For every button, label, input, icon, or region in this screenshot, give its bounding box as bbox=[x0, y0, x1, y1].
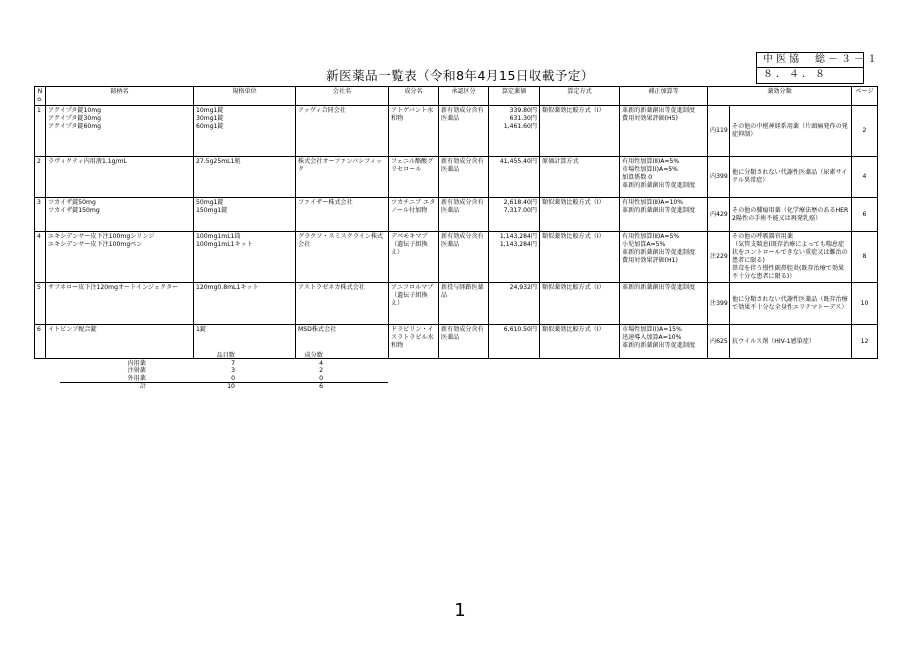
row-brand-name: サフネロー皮下注120mgオートインジェクター bbox=[46, 283, 194, 325]
table-row bbox=[35, 232, 878, 283]
row-price: 1,143,284円 1,143,284円 bbox=[489, 232, 540, 283]
row-category: 他に分類されない代謝性医薬品（既存治療で効果不十分な全身性エリテマトーデス） bbox=[730, 283, 852, 325]
row-method: 類似薬効比較方式（Ⅰ） bbox=[540, 106, 620, 157]
row-addition: 有用性加算(Ⅱ)A=5% 小児加算A=5% 革新的新薬創出等促進制度 費用対効果評価(H1) bbox=[620, 232, 708, 283]
row-page: 6 bbox=[852, 198, 878, 232]
row-unit: 120mg0.8mL1キット bbox=[194, 283, 296, 325]
row-addition: 有用性加算(Ⅱ)A=10% 革新的新薬創出等促進制度 bbox=[620, 198, 708, 232]
row-approval: 新有効成分含有医薬品 bbox=[439, 325, 489, 359]
row-price: 6,610.50円 bbox=[489, 325, 540, 359]
summary-total-row bbox=[60, 382, 388, 391]
summary-label: 内用薬 bbox=[127, 359, 146, 367]
row-price: 339.80円 631.30円 1,461.60円 bbox=[489, 106, 540, 157]
row-category: その他の呼吸器官用薬 （気管支喘息(既存治療によっても喘息症状をコントロールできない重症又は難治の患者に限る) 鼻茸を伴う慢性副鼻腔炎(既存治療で効果不十分な患者に限る)） bbox=[730, 232, 852, 283]
row-unit: 1錠 bbox=[194, 325, 296, 359]
row-no: 4 bbox=[35, 232, 46, 283]
row-page: 2 bbox=[852, 106, 878, 157]
row-unit: 100mg1mL1筒 100mg1mL1キット bbox=[194, 232, 296, 283]
page-number: 1 bbox=[454, 600, 466, 621]
page-title: 新医薬品一覧表（令和8年4月15日収載予定） bbox=[326, 68, 594, 83]
row-approval: 新有効成分含有医薬品 bbox=[439, 198, 489, 232]
row-category: その他の腫瘍用薬（化学療法歴のあるHER2陽性の手術不能又は再発乳癌） bbox=[730, 198, 852, 232]
summary-items: 3 bbox=[231, 367, 235, 374]
table-row bbox=[35, 157, 878, 198]
row-method: 類似薬効比較方式（Ⅰ） bbox=[540, 325, 620, 359]
row-company: 株式会社オーファンパシフィック bbox=[296, 157, 389, 198]
row-no: 3 bbox=[35, 198, 46, 232]
col-header-price: 算定薬価 bbox=[489, 87, 540, 106]
summary-components: 2 bbox=[319, 367, 323, 374]
row-ingredient: ドラビリン・イスラトラビル水和物 bbox=[389, 325, 439, 359]
col-header-addition: 補正加算等 bbox=[620, 87, 708, 106]
row-addition: 有用性加算(Ⅱ)A=5% 市場性加算(Ⅰ)A=5% 加算係数 0 革新的新薬創出等促進制度 bbox=[620, 157, 708, 198]
row-ingredient: フェニル酪酸グリセロール bbox=[389, 157, 439, 198]
summary-label: 注射薬 bbox=[127, 367, 146, 374]
row-brand-name: イトビンゾ配合錠 bbox=[46, 325, 194, 359]
col-header-page: ページ bbox=[852, 87, 878, 106]
summary-header-components: 成分数 bbox=[304, 352, 323, 359]
summary-row bbox=[60, 375, 388, 383]
row-approval: 新有効成分含有医薬品 bbox=[439, 106, 489, 157]
row-page: 12 bbox=[852, 325, 878, 359]
summary-header-row bbox=[60, 352, 388, 360]
row-company: グラクソ・スミスクライン株式会社 bbox=[296, 232, 389, 283]
col-header-ingredient: 成分名 bbox=[389, 87, 439, 106]
row-approval: 新投与経路医薬品 bbox=[439, 283, 489, 325]
col-header-name: 銘柄名 bbox=[46, 87, 194, 106]
row-no: 1 bbox=[35, 106, 46, 157]
row-brand-name: ツカイザ錠50mg ツカイザ錠150mg bbox=[46, 198, 194, 232]
row-price: 24,932円 bbox=[489, 283, 540, 325]
row-addition: 革新的新薬創出等促進制度 費用対効果評価(H5) bbox=[620, 106, 708, 157]
row-price: 41,455.40円 bbox=[489, 157, 540, 198]
col-header-company: 会社名 bbox=[296, 87, 389, 106]
summary-total-label: 計 bbox=[139, 383, 146, 390]
summary-row bbox=[60, 367, 388, 375]
row-ingredient: アニフロルマブ（遺伝子組換え） bbox=[389, 283, 439, 325]
row-brand-name: エキシデンサー皮下注100mgシリンジ エキシデンサー皮下注100mgペン bbox=[46, 232, 194, 283]
row-company: アストラゼネカ株式会社 bbox=[296, 283, 389, 325]
row-method: 類似薬効比較方式（Ⅰ） bbox=[540, 232, 620, 283]
col-header-approval: 承認区分 bbox=[439, 87, 489, 106]
row-brand-name: ラヴィクティ内用液1.1g/mL bbox=[46, 157, 194, 198]
row-page: 10 bbox=[852, 283, 878, 325]
col-header-unit: 規格単位 bbox=[194, 87, 296, 106]
row-page: 8 bbox=[852, 232, 878, 283]
row-addition: 市場性加算(Ⅰ)A=15% 迅速導入加算A=10% 革新的新薬創出等促進制度 bbox=[620, 325, 708, 359]
row-approval: 新有効成分含有医薬品 bbox=[439, 232, 489, 283]
col-header-method: 算定方式 bbox=[540, 87, 620, 106]
row-ingredient: ツカチニブ エタノール付加物 bbox=[389, 198, 439, 232]
col-header-no: No. bbox=[35, 87, 46, 106]
row-price: 2,618.40円 7,317.00円 bbox=[489, 198, 540, 232]
row-unit: 50mg1錠 150mg1錠 bbox=[194, 198, 296, 232]
table-row bbox=[35, 198, 878, 232]
table-header-row bbox=[35, 87, 878, 106]
table-row bbox=[35, 283, 878, 325]
row-category: その他の中枢神経系用薬（片頭痛発作の発症抑制） bbox=[730, 106, 852, 157]
row-category: 他に分類されない代謝性医薬品（尿素サイクル異常症） bbox=[730, 157, 852, 198]
row-company: アッヴィ合同会社 bbox=[296, 106, 389, 157]
row-unit: 27.5g25mL1瓶 bbox=[194, 157, 296, 198]
summary-items: 0 bbox=[231, 374, 235, 382]
row-category-code: 内399 bbox=[708, 157, 730, 198]
summary-row bbox=[60, 360, 388, 368]
row-no: 2 bbox=[35, 157, 46, 198]
row-ingredient: デペモキマブ（遺伝子組換え） bbox=[389, 232, 439, 283]
row-unit: 10mg1錠 30mg1錠 60mg1錠 bbox=[194, 106, 296, 157]
row-category-code: 注229 bbox=[708, 232, 730, 283]
row-page: 4 bbox=[852, 157, 878, 198]
summary-components: 0 bbox=[319, 374, 323, 382]
row-no: 6 bbox=[35, 325, 46, 359]
row-no: 5 bbox=[35, 283, 46, 325]
row-method: 類似薬効比較方式（Ⅰ） bbox=[540, 283, 620, 325]
row-category-code: 内429 bbox=[708, 198, 730, 232]
summary-header-items: 品目数 bbox=[216, 352, 235, 359]
summary-label: 外用薬 bbox=[127, 374, 146, 382]
table-row bbox=[35, 106, 878, 157]
col-header-category: 薬効分類 bbox=[708, 87, 852, 106]
row-ingredient: アトゲパント水和物 bbox=[389, 106, 439, 157]
row-method: 類似薬効比較方式（Ⅰ） bbox=[540, 198, 620, 232]
row-approval: 新有効成分含有医薬品 bbox=[439, 157, 489, 198]
document-date: ８．４．８ bbox=[763, 69, 828, 80]
summary-components: 4 bbox=[319, 359, 323, 367]
row-addition: 革新的新薬創出等促進制度 bbox=[620, 283, 708, 325]
summary-total-components: 6 bbox=[319, 383, 323, 390]
drug-list-table bbox=[34, 86, 878, 359]
row-category: 抗ウイルス剤（HIV-1感染症） bbox=[730, 325, 852, 359]
row-method: 原価計算方式 bbox=[540, 157, 620, 198]
row-brand-name: アクイプタ錠10mg アクイプタ錠30mg アクイプタ錠60mg bbox=[46, 106, 194, 157]
summary-items: 7 bbox=[231, 359, 235, 367]
document-code: 中医協 総－３－１ bbox=[757, 53, 863, 68]
summary-table bbox=[60, 352, 388, 391]
summary-total-items: 10 bbox=[227, 383, 235, 390]
row-company: MSD株式会社 bbox=[296, 325, 389, 359]
row-category-code: 内625 bbox=[708, 325, 730, 359]
row-company: ファイザー株式会社 bbox=[296, 198, 389, 232]
row-category-code: 内119 bbox=[708, 106, 730, 157]
row-category-code: 注399 bbox=[708, 283, 730, 325]
